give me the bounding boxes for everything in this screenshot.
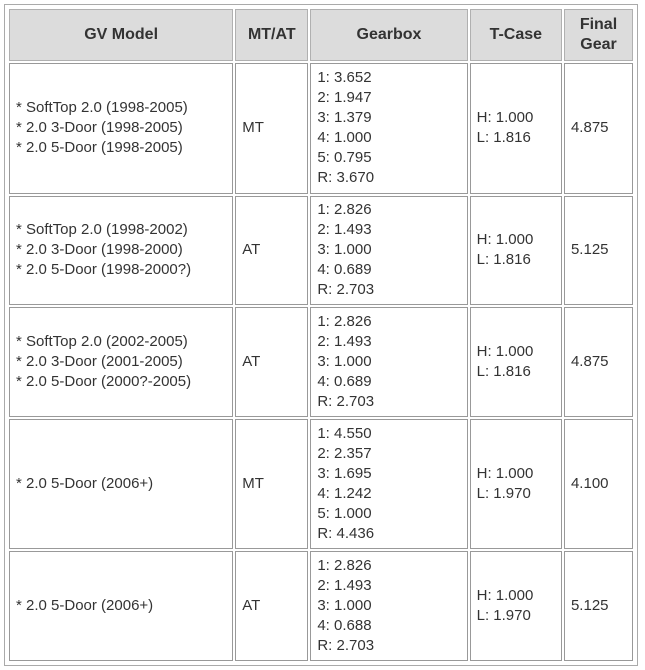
tcase-ratio: H: 1.000: [476, 109, 534, 127]
gear-ratio: 1: 3.652: [317, 69, 372, 87]
tcase-cell: [470, 551, 562, 661]
model-name: * 2.0 3-Door (1998-2000): [16, 241, 183, 259]
model-name: * SoftTop 2.0 (1998-2002): [16, 221, 188, 239]
transmission-cell: MT: [235, 419, 308, 550]
tcase-cell: [470, 63, 562, 194]
gear-ratio: R: 4.436: [317, 525, 375, 543]
gear-ratio: 3: 1.000: [317, 597, 372, 615]
header-final-gear-line1: Final: [579, 16, 618, 33]
gear-ratio: 2: 1.493: [317, 332, 372, 350]
tcase-ratio: L: 1.816: [476, 251, 531, 269]
model-cell: [9, 551, 233, 661]
tcase-ratio: L: 1.816: [476, 362, 531, 380]
model-name: * 2.0 5-Door (1998-2005): [16, 139, 183, 157]
gear-ratio: 2: 1.947: [317, 89, 372, 107]
tcase-ratio: H: 1.000: [476, 231, 534, 249]
model-name: * 2.0 5-Door (1998-2000?): [16, 261, 192, 279]
gear-ratio: 3: 1.695: [317, 465, 372, 483]
gear-ratio: 4: 0.689: [317, 372, 372, 390]
gearbox-cell: [310, 551, 467, 661]
transmission-cell: AT: [235, 551, 308, 661]
tcase-ratio: L: 1.970: [476, 607, 531, 625]
model-name: * SoftTop 2.0 (2002-2005): [16, 332, 188, 350]
final-gear-cell: 4.875: [564, 307, 633, 417]
header-final-gear-line2: Gear: [580, 36, 617, 53]
tcase-cell: [470, 196, 562, 306]
gear-ratio: 5: 0.795: [317, 149, 372, 167]
final-gear-cell: 4.875: [564, 63, 633, 194]
model-name: * 2.0 5-Door (2000?-2005): [16, 372, 192, 390]
gearbox-cell: [310, 419, 467, 550]
tcase-ratio: L: 1.816: [476, 129, 531, 147]
gear-ratio: 2: 1.493: [317, 577, 372, 595]
gear-ratio: 4: 0.689: [317, 261, 372, 279]
header-final-gear: [564, 9, 633, 61]
gear-ratio-table: [7, 7, 635, 663]
gear-ratio: R: 3.670: [317, 169, 375, 187]
gear-ratio: 1: 2.826: [317, 557, 372, 575]
header-transmission: MT/AT: [235, 9, 308, 61]
gear-ratio-table-container: [4, 4, 638, 666]
gear-ratio: 2: 1.493: [317, 221, 372, 239]
table-row: [9, 196, 633, 306]
final-gear-cell: 5.125: [564, 551, 633, 661]
table-row: [9, 419, 633, 550]
gear-ratio: R: 2.703: [317, 281, 375, 299]
gear-ratio: 1: 2.826: [317, 312, 372, 330]
header-t-case: T-Case: [470, 9, 562, 61]
gear-ratio: 4: 1.000: [317, 129, 372, 147]
gear-ratio: 3: 1.000: [317, 241, 372, 259]
gear-ratio: R: 2.703: [317, 392, 375, 410]
gearbox-cell: [310, 63, 467, 194]
gear-ratio: 4: 0.688: [317, 617, 372, 635]
model-cell: [9, 419, 233, 550]
gear-ratio: 3: 1.379: [317, 109, 372, 127]
header-gv-model: GV Model: [9, 9, 233, 61]
tcase-ratio: H: 1.000: [476, 587, 534, 605]
table-body: [9, 63, 633, 661]
transmission-cell: AT: [235, 307, 308, 417]
gear-ratio: 4: 1.242: [317, 485, 372, 503]
tcase-ratio: H: 1.000: [476, 465, 534, 483]
gearbox-cell: [310, 307, 467, 417]
table-row: [9, 307, 633, 417]
model-name: * SoftTop 2.0 (1998-2005): [16, 99, 188, 117]
table-header: [9, 9, 633, 61]
model-name: * 2.0 5-Door (2006+): [16, 597, 154, 615]
gear-ratio: 1: 2.826: [317, 201, 372, 219]
gear-ratio: 2: 2.357: [317, 445, 372, 463]
table-row: [9, 63, 633, 194]
model-name: * 2.0 3-Door (2001-2005): [16, 352, 183, 370]
gear-ratio: 1: 4.550: [317, 425, 372, 443]
tcase-ratio: H: 1.000: [476, 342, 534, 360]
tcase-ratio: L: 1.970: [476, 485, 531, 503]
header-row: [9, 9, 633, 61]
model-name: * 2.0 5-Door (2006+): [16, 475, 154, 493]
gear-ratio: 5: 1.000: [317, 505, 372, 523]
gearbox-cell: [310, 196, 467, 306]
model-cell: [9, 63, 233, 194]
gear-ratio: R: 2.703: [317, 637, 375, 655]
transmission-cell: MT: [235, 63, 308, 194]
table-row: [9, 551, 633, 661]
model-cell: [9, 307, 233, 417]
tcase-cell: [470, 419, 562, 550]
final-gear-cell: 4.100: [564, 419, 633, 550]
final-gear-cell: 5.125: [564, 196, 633, 306]
gear-ratio: 3: 1.000: [317, 352, 372, 370]
header-gearbox: Gearbox: [310, 9, 467, 61]
transmission-cell: AT: [235, 196, 308, 306]
tcase-cell: [470, 307, 562, 417]
model-cell: [9, 196, 233, 306]
model-name: * 2.0 3-Door (1998-2005): [16, 119, 183, 137]
